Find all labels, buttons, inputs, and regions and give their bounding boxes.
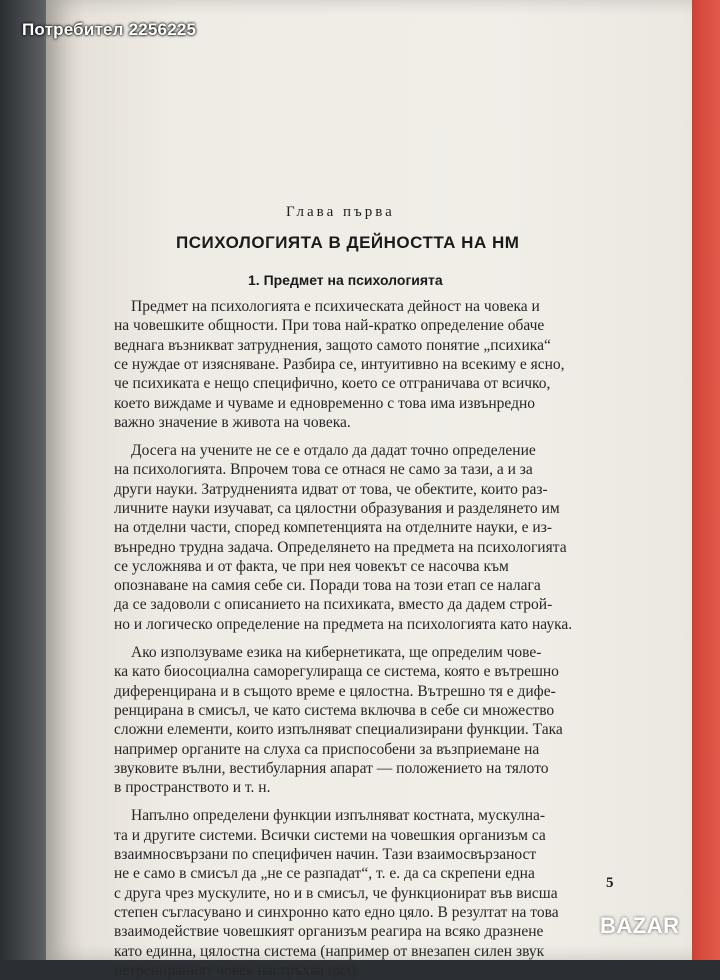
text-line: други науки. Затрудненията идват от това, че обектите, които раз- — [114, 481, 548, 498]
text-line: взаимодействие човешкият организъм реагира на всяко дразнене — [114, 923, 544, 940]
text-line: нетренираният човек настръхва цял). — [114, 962, 361, 979]
text-line: Напълно определени функции изпълняват костната, мускулна- — [131, 807, 546, 824]
text-line: та и другите системи. Всички системи на човешкия организъм са — [114, 827, 546, 844]
text-line: звуковите вълни, вестибуларния апарат — положението на тялото — [114, 760, 549, 777]
text-line: не е само в смисъл да „не се разпадат“, т. е. да са скрепени една — [114, 865, 535, 882]
text-line: на човешките общности. При това най-кратко определение обаче — [114, 317, 545, 334]
text-line: личните науки изучават, са цялостни образувания и разделянето им — [114, 500, 560, 517]
text-line: на психологията. Впрочем това се отнася не само за тази, а и за — [114, 461, 533, 478]
text-line: да се задоволи с описанието на психиката, вместо да дадем строй- — [114, 596, 553, 613]
text-line: опознаване на самия себе си. Поради това на този етап се налага — [114, 577, 541, 594]
bazar-logo: BAZAR — [600, 913, 680, 938]
text-line: Ако използуваме езика на кибернетиката, ще определим чове- — [131, 644, 542, 661]
text-line: се усложнява и от факта, че при нея човекът се насочва към — [114, 558, 509, 575]
text-line: в пространството и т. н. — [114, 779, 271, 796]
text-line: но и логическо определение на предмета на психологията като наука. — [114, 616, 573, 633]
text-line: ренцирана в смисъл, че като система включва в себе си множество — [114, 702, 555, 719]
text-line: че психиката е нещо специфично, което се отграничава от всичко, — [114, 375, 551, 392]
text-line: с друга чрез мускулите, но и в смисъл, че функционират във висша — [114, 885, 558, 902]
text-line: например органите на слуха са приспособени за възприемане на — [114, 741, 540, 758]
seller-watermark: Потребител 2256225 — [22, 20, 197, 39]
text-line: което виждаме и чуваме и едновременно с това има извънредно — [114, 395, 536, 412]
text-line: Досега на учените не се е отдало да дадат точно определение — [131, 442, 536, 459]
section-title: 1. Предмет на психологията — [248, 272, 443, 288]
text-line: Предмет на психологията е психическата дейност на човека и — [131, 298, 540, 315]
page-number: 5 — [606, 875, 614, 891]
text-line: веднага възникват затруднения, защото самото понятие „психика“ — [114, 337, 551, 354]
chapter-title: ПСИХОЛОГИЯТА В ДЕЙНОСТТА НА НМ — [176, 233, 520, 252]
text-line: като единна, цялостна система (например от внезапен силен звук — [114, 943, 545, 960]
text-line: вънредно трудна задача. Определянето на предмета на психологията — [114, 539, 567, 556]
chapter-label: Глава първа — [286, 204, 395, 220]
text-line: диференцирана и в същото време е цялостна. Вътрешно тя е дифе- — [114, 683, 556, 700]
text-line: ка като биосоциална саморегулираща се система, която е вътрешно — [114, 663, 559, 680]
text-line: сложни елементи, които изпълняват специализирани функции. Така — [114, 721, 563, 738]
text-line: на отделни части, според компетенцията на отделните науки, е из- — [114, 519, 553, 536]
text-line: взаимносвързани по специфичен начин. Тази взаимосвързаност — [114, 846, 537, 863]
text-line: важно значение в живота на човека. — [114, 414, 351, 431]
text-line: степен съгласувано и синхронно като едно цяло. В резултат на това — [114, 904, 559, 921]
text-line: се нуждае от изясняване. Разбира се, интуитивно на всекиму е ясно, — [114, 356, 565, 373]
